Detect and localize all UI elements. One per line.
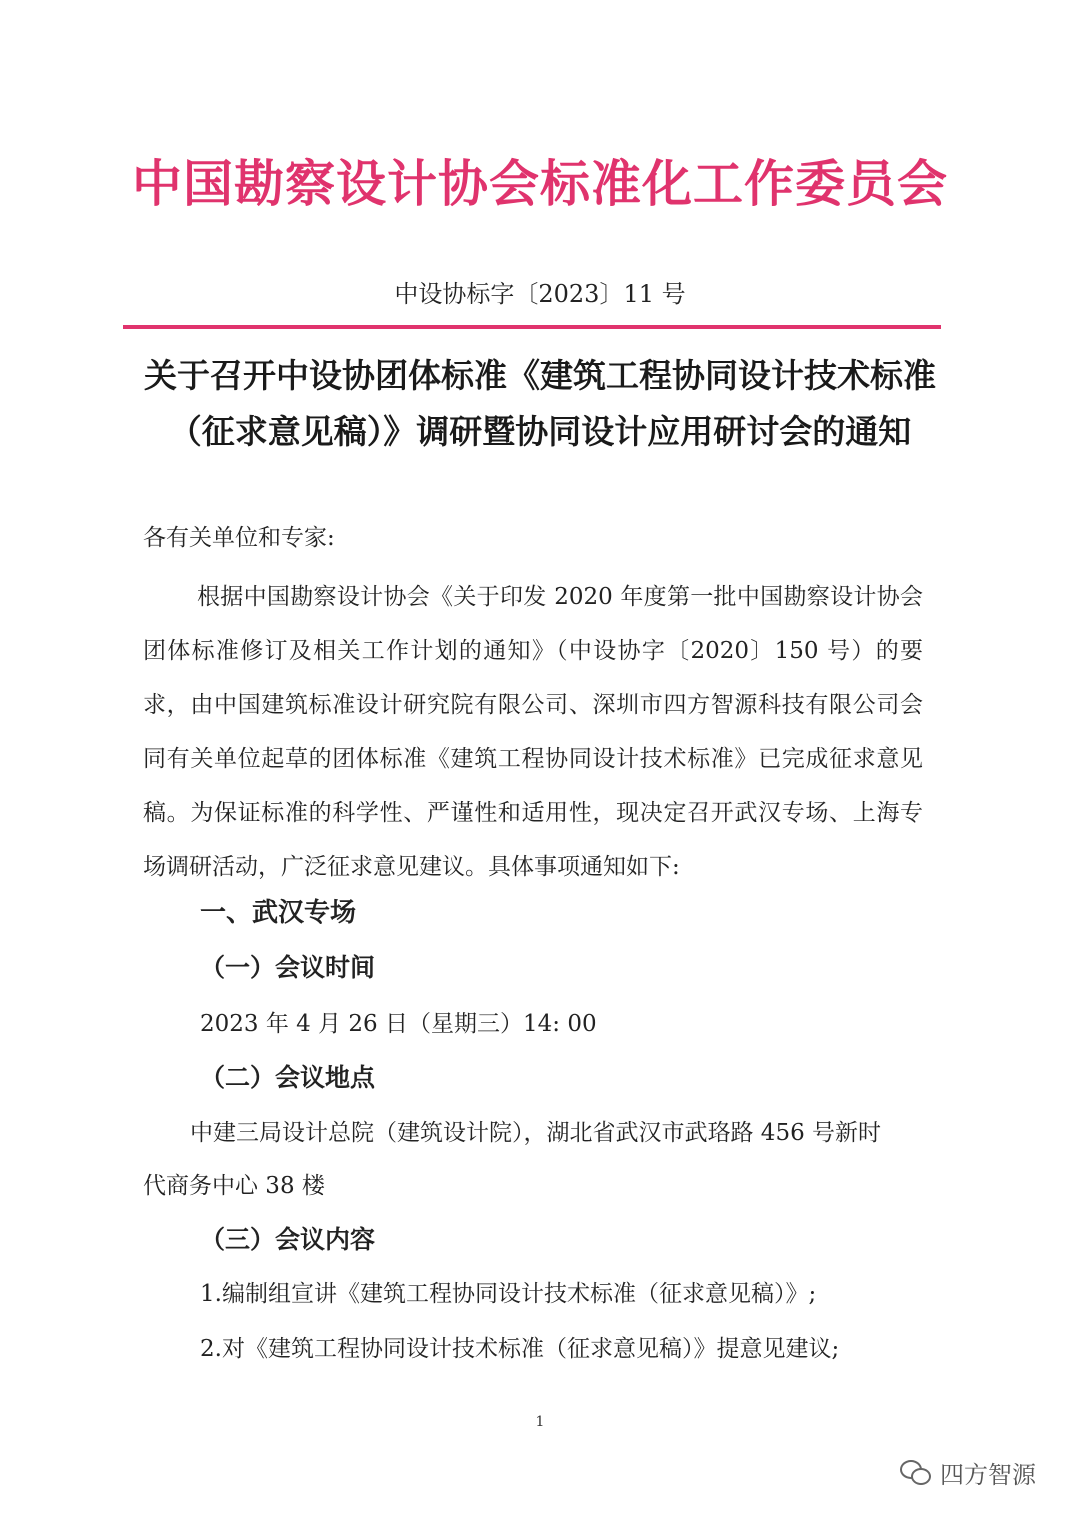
watermark xyxy=(900,1452,1036,1492)
section-heading-wuhan: 一、武汉专场 xyxy=(200,898,357,928)
org-title: 中国勘察设计协会标准化工作委员会 xyxy=(132,154,948,213)
content-item-2: 2.对《建筑工程协同设计技术标准（征求意见稿）》提意见建议; xyxy=(200,1336,840,1362)
subheading-content: （三）会议内容 xyxy=(200,1225,376,1254)
notice-title-line-2: （征求意见稿）》调研暨协同设计应用研讨会的通知 xyxy=(168,412,912,451)
red-divider xyxy=(123,325,941,329)
subheading-place: （二）会议地点 xyxy=(200,1063,376,1092)
meeting-place-line-1: 中建三局设计总院（建筑设计院），湖北省武汉市武珞路 456 号新时 xyxy=(190,1120,882,1146)
salutation: 各有关单位和专家: xyxy=(143,525,335,551)
notice-title xyxy=(100,348,980,460)
notice-title-line-1: 关于召开中设协团体标准《建筑工程协同设计技术标准 xyxy=(144,356,936,395)
meeting-place-line-2: 代商务中心 38 楼 xyxy=(143,1173,325,1199)
doc-number: 中设协标字〔2023〕11 号 xyxy=(394,280,686,308)
meeting-time: 2023 年 4 月 26 日（星期三）14: 00 xyxy=(200,1011,597,1037)
page-number: 1 xyxy=(535,1414,545,1430)
body-paragraph: 根据中国勘察设计协会《关于印发 2020 年度第一批中国勘察设计协会团体标准修订及相关工作计划的通知》（中设协字〔2020〕150 号）的要求，由中国建筑标准设计研究院有限公司、深圳市四方智源科技有限公司会同有关单位起草的团体标准《建筑工程协同设计技术标准》已完成征求意见稿。为保证标准的科学性、严谨性和适用性，现决定召开武汉专场、上海专场调研活动，广泛征求意见建议。具体事项通知如下: xyxy=(143,584,923,880)
watermark-text: 四方智源 xyxy=(940,1460,1036,1489)
wechat-icon xyxy=(900,1458,932,1486)
subheading-time: （一）会议时间 xyxy=(200,953,376,982)
content-item-1: 1.编制组宣讲《建筑工程协同设计技术标准（征求意见稿）》; xyxy=(200,1281,817,1307)
